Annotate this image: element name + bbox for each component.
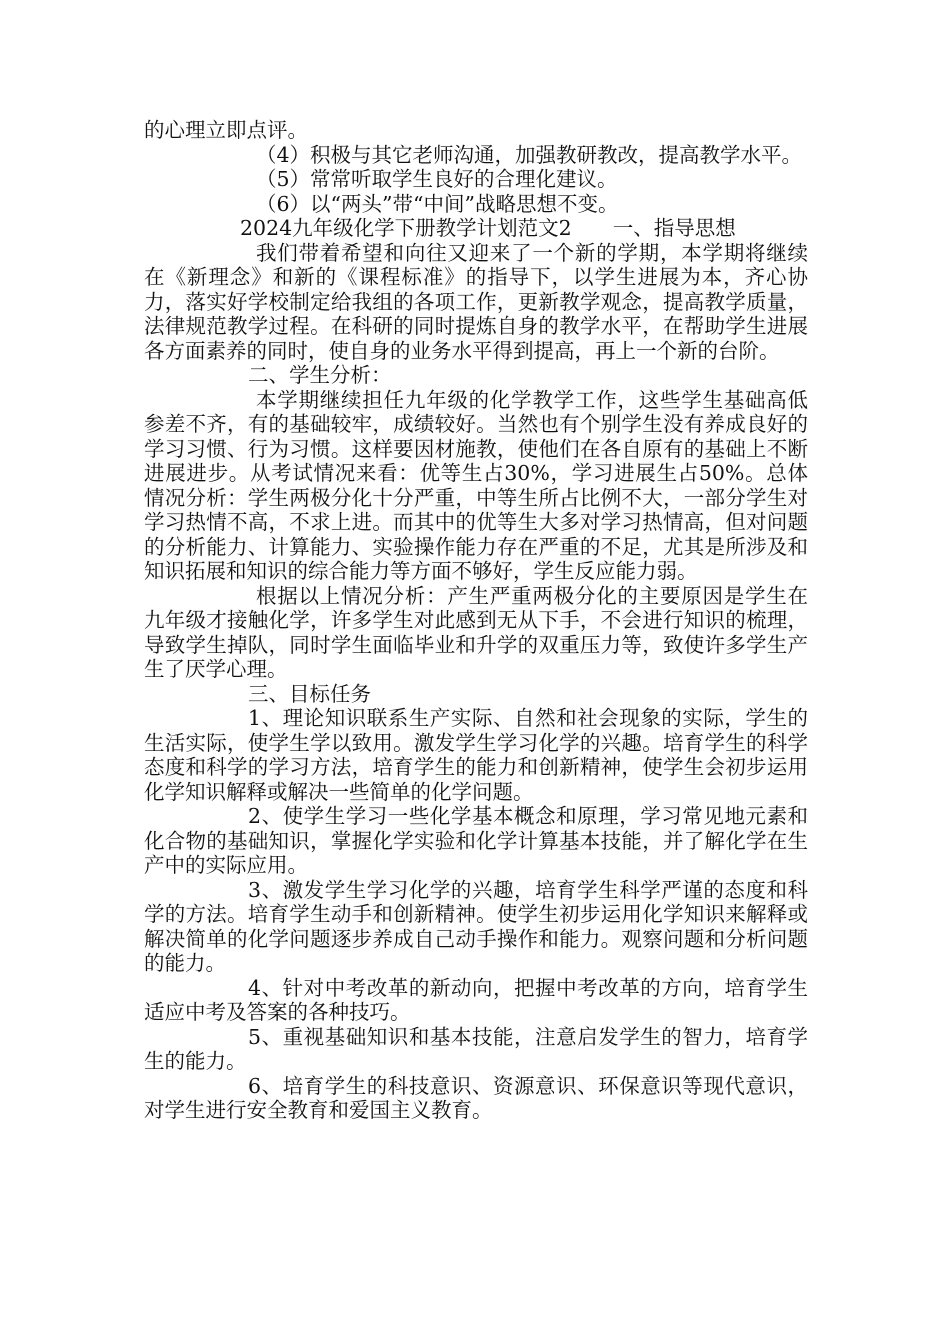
section-heading: 二、学生分析：	[248, 363, 392, 387]
list-item: 6、培育学生的科技意识、资源意识、环保意识等现代意识，对学生进行安全教育和爱国主义教育。	[144, 1073, 808, 1122]
section-title-line: 2024九年级化学下册教学计划范文2 一、指导思想	[240, 216, 736, 240]
paragraph: （4）积极与其它老师沟通，加强教研教改，提高教学水平。	[256, 142, 803, 167]
list-item: 4、针对中考改革的新动向，把握中考改革的方向，培育学生适应中考及答案的各种技巧。	[144, 975, 808, 1024]
paragraph: 我们带着希望和向往又迎来了一个新的学期，本学期将继续在《新理念》和新的《课程标准》的指导下，以学生进展为本，齐心协力，落实好学校制定给我组的各项工作，更新教学观念，提高教学质量，法律规范教学过程。在科研的同时提炼自身的教学水平，在帮助学生进展各方面素养的同时，使自身的业务水平得到提高，再上一个新的台阶。	[144, 240, 808, 363]
list-item: 2、使学生学习一些化学基本概念和原理，学习常见地元素和化合物的基础知识，掌握化学实验和化学计算基本技能，并了解化学在生产中的实际应用。	[144, 804, 808, 877]
list-item: 1、理论知识联系生产实际、自然和社会现象的实际，学生的生活实际，使学生学以致用。激发学生学习化学的兴趣。培育学生的科学态度和科学的学习方法，培育学生的能力和创新精神，使学生会初步运用化学知识解释或解决一些简单的化学问题。	[144, 706, 808, 804]
list-item: 5、重视基础知识和基本技能，注意启发学生的智力，培育学生的能力。	[144, 1024, 808, 1073]
paragraph: 根据以上情况分析：产生严重两极分化的主要原因是学生在九年级才接触化学，许多学生对此感到无从下手，不会进行知识的梳理，导致学生掉队，同时学生面临毕业和升学的双重压力等，致使许多学生产生了厌学心理。	[144, 583, 808, 681]
paragraph: （5）常常听取学生良好的合理化建议。	[256, 167, 618, 191]
paragraph: 本学期继续担任九年级的化学教学工作，这些学生基础高低参差不齐，有的基础较牢，成绩较好。当然也有个别学生没有养成良好的学习习惯、行为习惯。这样要因材施教，使他们在各自原有的基础上不断进展进步。从考试情况来看：优等生占30%，学习进展生占50%。总体情况分析：学生两极分化十分严重，中等生所占比例不大，一部分学生对学习热情不高，不求上进。而其中的优等生大多对学习热情高，但对问题的分析能力、计算能力、实验操作能力存在严重的不足，尤其是所涉及和知识拓展和知识的综合能力等方面不够好，学生反应能力弱。	[144, 387, 808, 583]
list-item: 3、激发学生学习化学的兴趣，培育学生科学严谨的态度和科学的方法。培育学生动手和创新精神。使学生初步运用化学知识来解释或解决简单的化学问题逐步养成自己动手操作和能力。观察问题和分析问题的能力。	[144, 877, 808, 975]
paragraph: 的心理立即点评。	[144, 118, 308, 142]
document-page	[144, 118, 808, 1123]
paragraph: （6）以“两头”带“中间”战略思想不变。	[256, 191, 619, 216]
section-heading: 三、目标任务	[248, 681, 371, 706]
